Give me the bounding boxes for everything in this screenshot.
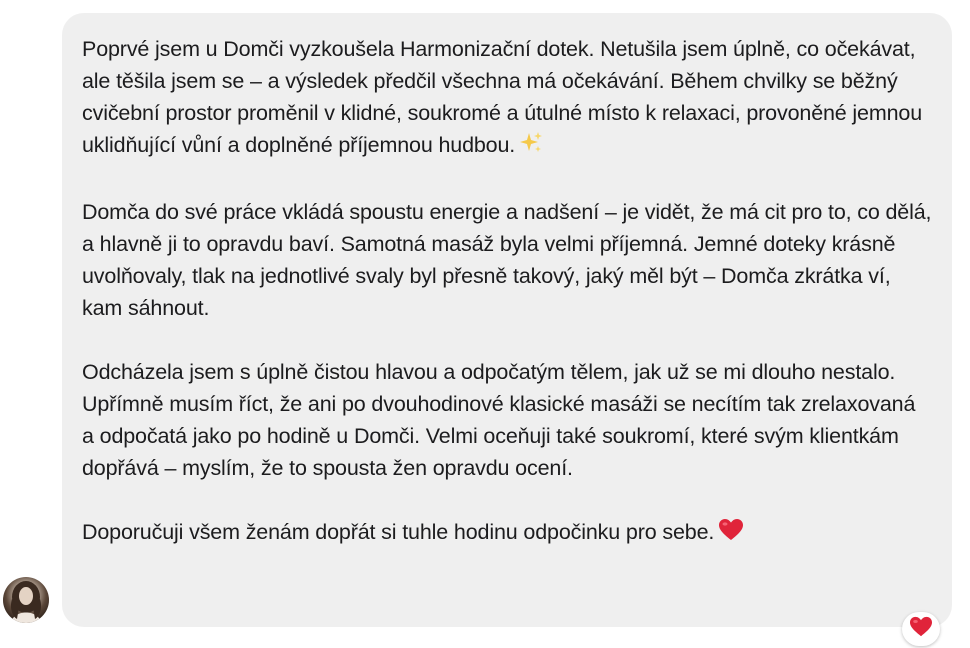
message-paragraph-2: Domča do své práce vkládá spoustu energie a nadšení – je vidět, že má cit pro to, co dělá, a hlavně ji to opravdu baví. Samotná masáž byla velmi příjemná. Jemné doteky krásně uvolňovaly, tlak na jednotlivé svaly byl přesně takový, jaký měl být – Domča zkrátka ví, kam sáhnout.: [82, 200, 932, 320]
message-paragraph-1: Poprvé jsem u Domči vyzkoušela Harmonizační dotek. Netušila jsem úplně, co očekávat, ale těšila jsem se – a výsledek předčil všechna má očekávání. Během chvilky se běžný cvičební prostor proměnil v klidné, soukromé a útulné místo k relaxaci, provoněné jemnou uklidňující vůní a doplněné příjemnou hudbou.: [82, 33, 932, 164]
heart-reaction-badge[interactable]: [902, 612, 940, 646]
red-heart-icon: [718, 518, 744, 551]
message-paragraph-4: Doporučuji všem ženám dopřát si tuhle hodinu odpočinku pro sebe.: [82, 516, 932, 551]
message-paragraph-3: Odcházela jsem s úplně čistou hlavou a odpočatým tělem, jak už se mi dlouho nestalo. Upřímně musím říct, že ani po dvouhodinové klasické masáži se necítím tak zrelaxovaná a odpočatá jako po hodině u Domči. Velmi oceňuji také soukromí, které svým klientkám dopřává – myslím, že to spousta žen opravdu ocení.: [82, 360, 916, 480]
red-heart-icon: [909, 616, 933, 643]
sender-avatar[interactable]: [3, 577, 49, 623]
message-bubble[interactable]: [62, 13, 952, 627]
sparkles-icon: [519, 131, 543, 164]
